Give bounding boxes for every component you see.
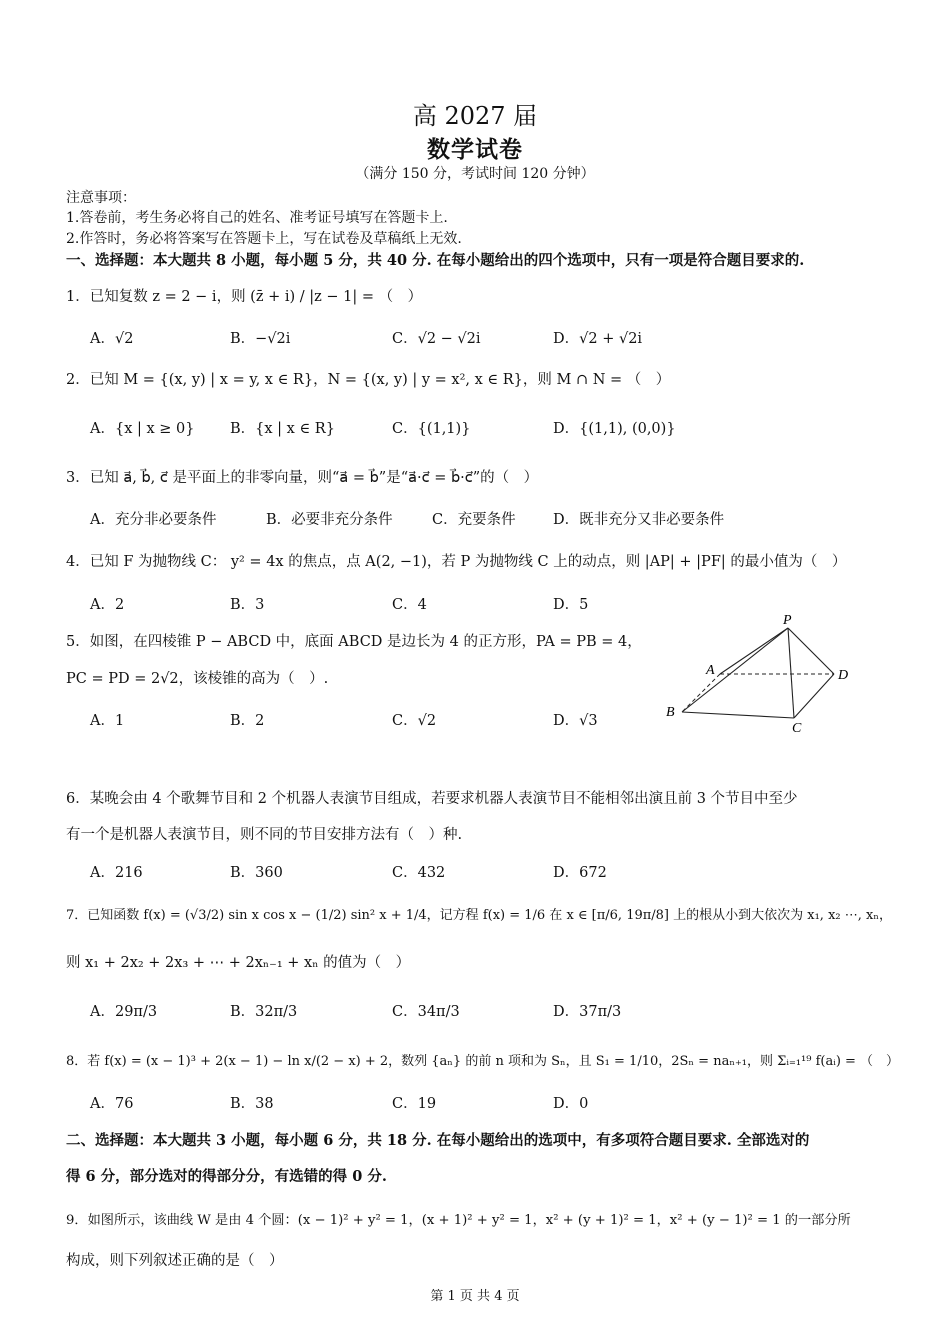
note-item: 1.答卷前，考生务必将自己的姓名、准考证号填写在答题卡上. (66, 210, 448, 226)
option-c: C．充要条件 (432, 512, 516, 528)
exam-grade: 高 2027 届 (412, 102, 538, 130)
section-heading-continued: 得 6 分，部分选对的得部分分，有选错的得 0 分. (66, 1168, 387, 1185)
pyramid-figure (660, 612, 860, 734)
option-b: B．必要非充分条件 (266, 512, 393, 528)
note-item: 2.作答时，务必将答案写在答题卡上，写在试卷及草稿纸上无效. (66, 231, 462, 247)
question-stem-continued: 构成，则下列叙述正确的是（ ） (66, 1253, 284, 1269)
option-b: B．{x | x ∈ R} (230, 421, 335, 437)
question-stem: 6．某晚会由 4 个歌舞节目和 2 个机器人表演节目组成，若要求机器人表演节目不能相邻出演且前 3 个节目中至少 (66, 791, 798, 807)
question-stem-continued: 则 x₁ + 2x₂ + 2x₃ + ⋯ + 2xₙ₋₁ + xₙ 的值为（ ） (66, 955, 411, 971)
question-stem: 2．已知 M = {(x, y) | x = y, x ∈ R}，N = {(x, y) | y = x², x ∈ R}，则 M ∩ N = （ ） (66, 372, 671, 388)
question-stem-continued: 有一个是机器人表演节目，则不同的节目安排方法有（ ）种. (66, 827, 463, 843)
option-c: C．19 (392, 1096, 437, 1112)
edge-pb (682, 628, 788, 712)
vertex-label-a: A (706, 663, 715, 678)
option-d: D．37π/3 (553, 1004, 622, 1020)
page-footer: 第 1 页 共 4 页 (430, 1289, 520, 1304)
section-heading: 一、选择题：本大题共 8 小题，每小题 5 分，共 40 分. 在每小题给出的四个选项中，只有一项是符合题目要求的. (66, 252, 805, 269)
option-c: C．4 (392, 597, 427, 613)
option-a: A．29π/3 (90, 1004, 158, 1020)
vertex-label-c: C (792, 721, 802, 734)
option-d: D．√2 + √2i (553, 331, 643, 347)
option-d: D．{(1,1), (0,0)} (553, 421, 676, 437)
option-c: C．{(1,1)} (392, 421, 471, 437)
option-c: C．432 (392, 865, 446, 881)
edge-cd (794, 674, 834, 718)
option-d: D．0 (553, 1096, 589, 1112)
option-a: A．1 (90, 713, 125, 729)
question-stem: 5．如图，在四棱锥 P − ABCD 中，底面 ABCD 是边长为 4 的正方形，PA = PB = 4， (66, 634, 642, 650)
edge-bc (682, 712, 794, 718)
option-d: D．5 (553, 597, 589, 613)
vertex-label-b: B (666, 705, 675, 720)
option-b: B．2 (230, 713, 265, 729)
edge-pc (788, 628, 794, 718)
edge-ab (682, 674, 720, 712)
option-a: A．2 (90, 597, 125, 613)
option-c: C．34π/3 (392, 1004, 460, 1020)
option-d: D．672 (553, 865, 607, 881)
option-c: C．√2 (392, 713, 437, 729)
question-stem: 4．已知 F 为抛物线 C： y² = 4x 的焦点，点 A(2, −1)，若 P 为抛物线 C 上的动点，则 |AP| + |PF| 的最小值为（ ） (66, 554, 847, 570)
question-stem: 1．已知复数 z = 2 − i，则 (z̄ + i) / |z − 1| = （ ） (66, 289, 423, 305)
question-stem: 8．若 f(x) = (x − 1)³ + 2(x − 1) − ln x/(2 − x) + 2，数列 {aₙ} 的前 n 项和为 Sₙ，且 S₁ = 1/10，2Sₙ = naₙ₊₁，则 Σᵢ₌₁¹⁹ f(aᵢ) = （ ） (66, 1054, 900, 1069)
vertex-label-d: D (838, 668, 849, 683)
option-d: D．既非充分又非必要条件 (553, 512, 725, 528)
edge-pd (788, 628, 834, 674)
option-b: B．3 (230, 597, 265, 613)
option-b: B．38 (230, 1096, 274, 1112)
option-a: A．{x | x ≥ 0} (90, 421, 195, 437)
question-stem: 7．已知函数 f(x) = (√3/2) sin x cos x − (1/2) sin² x + 1/4，记方程 f(x) = 1/6 在 x ∈ [π/6, 19π/8] 上的根从小到大依次为 x₁, x₂ ⋯, xₙ， (66, 908, 892, 923)
question-stem-continued: PC = PD = 2√2，该棱锥的高为（ ）. (66, 671, 329, 687)
option-b: B．32π/3 (230, 1004, 298, 1020)
option-b: B．360 (230, 865, 283, 881)
question-stem: 9．如图所示，该曲线 W 是由 4 个圆：(x − 1)² + y² = 1，(x + 1)² + y² = 1，x² + (y + 1)² = 1，x² + (y − 1)² = 1 的一部分所 (66, 1213, 851, 1228)
option-d: D．√3 (553, 713, 598, 729)
option-b: B．−√2i (230, 331, 291, 347)
option-c: C．√2 − √2i (392, 331, 481, 347)
exam-subtitle: （满分 150 分，考试时间 120 分钟） (355, 166, 595, 182)
option-a: A．216 (90, 865, 143, 881)
option-a: A．充分非必要条件 (90, 512, 217, 528)
exam-title: 数学试卷 (427, 136, 523, 163)
question-stem: 3．已知 a⃗, b⃗, c⃗ 是平面上的非零向量，则“a⃗ = b⃗”是“a⃗·c⃗ = b⃗·c⃗”的（ ） (66, 470, 539, 486)
section-heading: 二、选择题：本大题共 3 小题，每小题 6 分，共 18 分. 在每小题给出的选项中，有多项符合题目要求. 全部选对的 (66, 1132, 810, 1149)
notes-heading: 注意事项： (66, 190, 136, 206)
option-a: A．76 (90, 1096, 134, 1112)
vertex-label-p: P (783, 613, 792, 628)
option-a: A．√2 (90, 331, 134, 347)
edge-pa (720, 628, 788, 674)
